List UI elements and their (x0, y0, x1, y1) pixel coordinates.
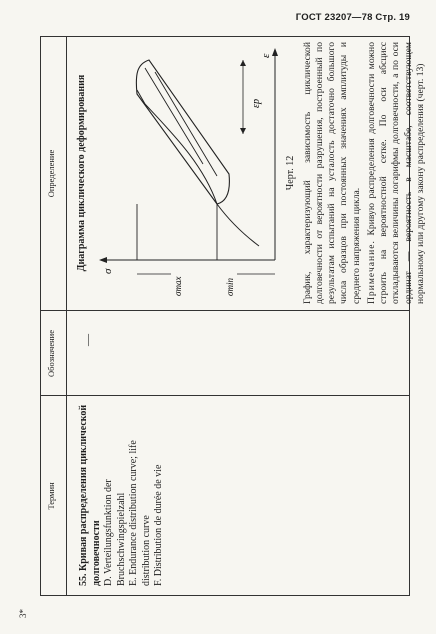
initial-loading-curve (217, 204, 259, 246)
chart-caption: Черт. 12 (284, 155, 296, 191)
column-divider-1 (40, 395, 410, 396)
diagram-title: Диаграмма циклического деформирования (76, 74, 87, 272)
term-main: 55. Кривая распределения циклической долговечности (78, 404, 102, 586)
x-axis-arrow (272, 48, 278, 56)
page-mark: 3* (18, 609, 28, 618)
column-divider-2 (40, 310, 410, 311)
symbol-cell: — (80, 334, 94, 346)
term-french: F. Distribution de durée de vie (153, 464, 164, 586)
strain-range-arrow-left (240, 128, 246, 134)
strain-range-arrow-right (240, 60, 246, 66)
page-header: ГОСТ 23207—78 Стр. 19 (295, 12, 410, 23)
sigma-max-label: σmax (172, 276, 183, 296)
strain-range-label: εр (250, 99, 262, 108)
note-text: Кривую распределения долговечности можно строить на вероятностной сетке. По оси абсцисс откладываются величины логарифмы долговечности, а по оси ординат — вероятность в масштабе, соответствующем нормальному или другому закону распределения (черт. 13) (365, 42, 426, 304)
column-header-definition: Определение (46, 149, 56, 198)
column-header-term: Термин (46, 482, 56, 510)
hysteresis-diagram (93, 42, 283, 304)
rotated-page-content (40, 36, 426, 596)
column-header-symbol: Обозначение (46, 330, 56, 377)
definition-cell (76, 42, 430, 304)
term-english: E. Endurance distribution curve; life distribution curve (128, 440, 152, 586)
term-german: D. Verteilungsfunktion der Bruchschwingspielzahl (103, 479, 127, 586)
note-label: Примечание. (365, 240, 377, 304)
y-axis-arrow (99, 257, 107, 263)
hysteresis-line-3 (145, 68, 203, 164)
y-axis-label: σ (101, 268, 114, 274)
definition-note (366, 42, 427, 304)
header-divider (66, 36, 67, 596)
sigma-min-label: σmin (224, 278, 235, 296)
hysteresis-svg (93, 42, 283, 304)
x-axis-label: ε (259, 53, 272, 58)
hysteresis-line-2 (155, 72, 217, 176)
hysteresis-loop-outer (136, 60, 229, 204)
definition-paragraph-1: График, характеризующий зависимость циклической долговечности от вероятности разрушения, построенный по результатам испытаний на усталость достаточно большого числа образцов при постоянных значениях амплитуды и среднего напряжения цикла. (301, 42, 362, 304)
term-cell (78, 401, 166, 586)
